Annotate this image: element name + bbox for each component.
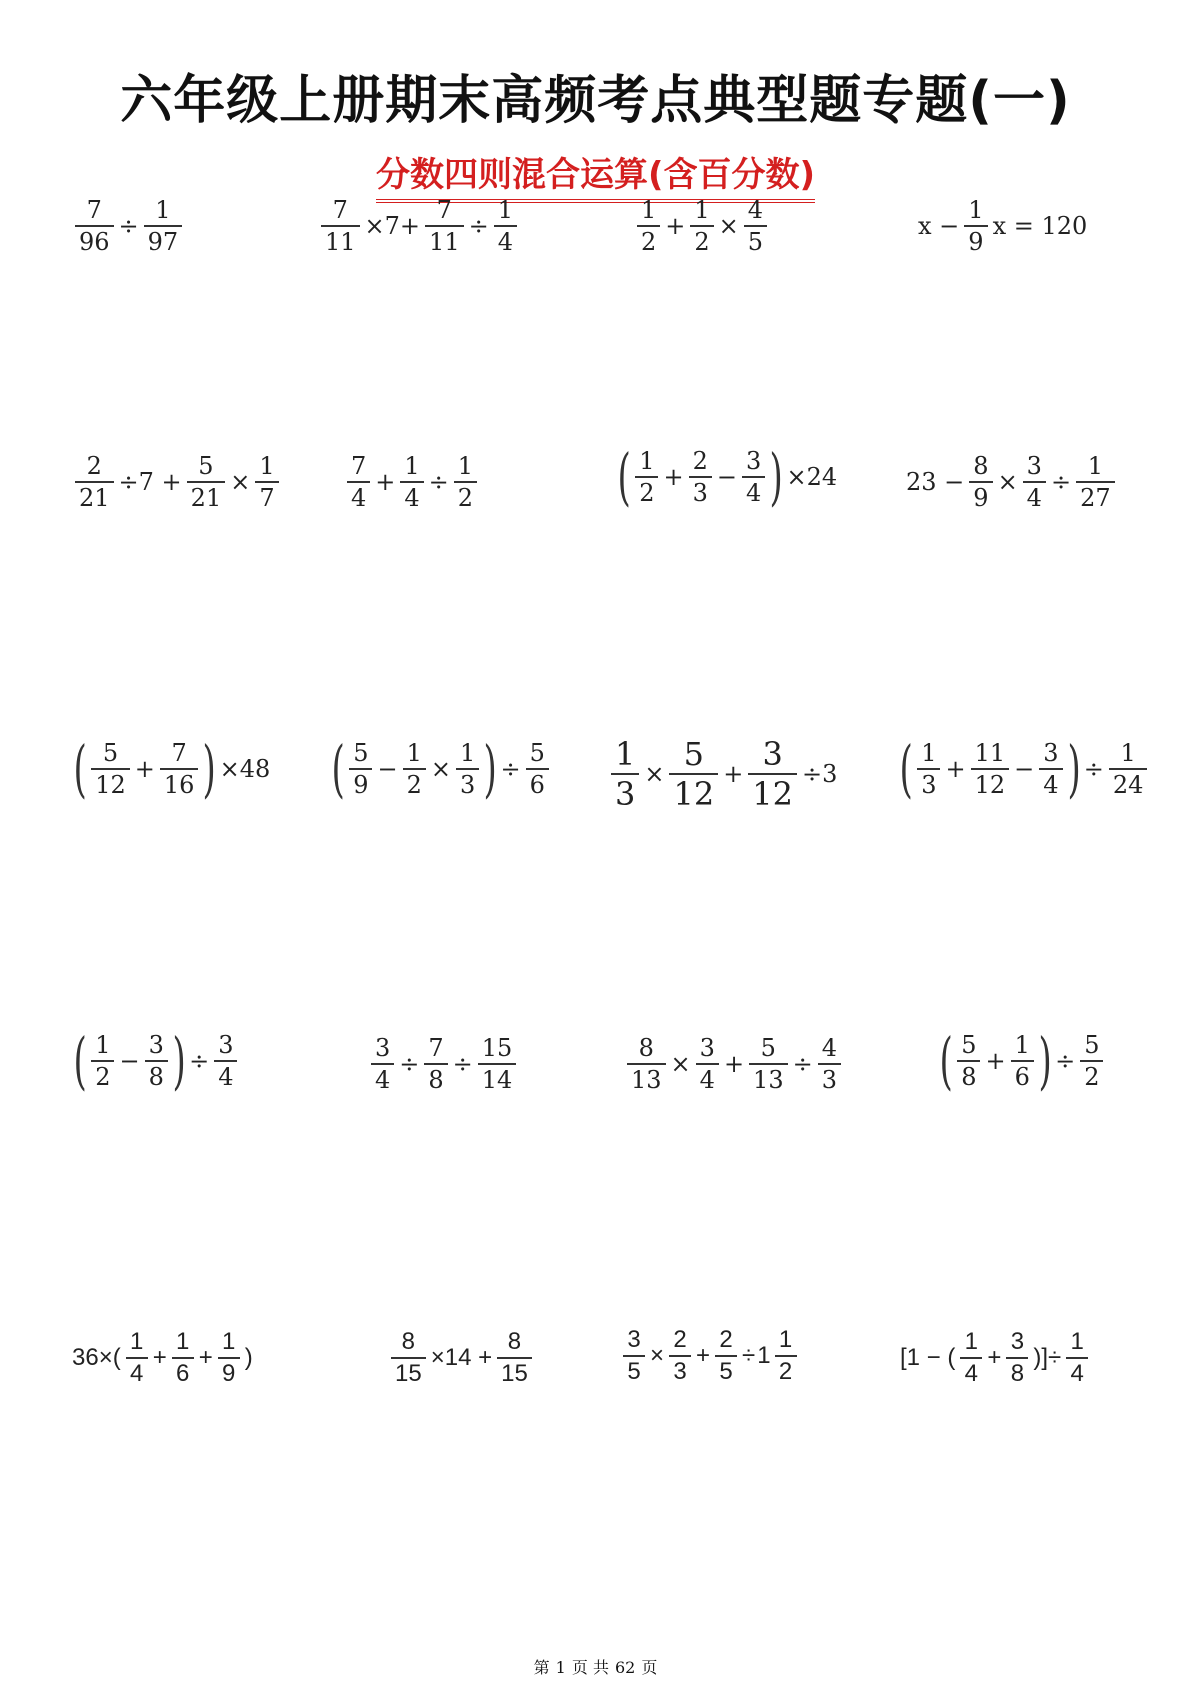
- fraction-denominator: 7: [255, 481, 278, 510]
- fraction-numerator: 3: [1026, 452, 1042, 480]
- fraction: [400, 454, 423, 510]
- fraction: [1023, 454, 1046, 510]
- fraction-numerator: 5: [529, 739, 545, 767]
- fraction: [1109, 741, 1148, 797]
- fraction-numerator: 2: [692, 447, 708, 475]
- mixed-number: [757, 1328, 799, 1384]
- fraction-denominator: 3: [818, 1063, 841, 1092]
- operator: ×14 +: [430, 1344, 493, 1371]
- fraction: [75, 198, 114, 254]
- footer-page-number: 1: [555, 1658, 566, 1677]
- fraction-numerator: 5: [198, 452, 214, 480]
- close-parenthesis: ): [769, 440, 784, 513]
- fraction-numerator: 2: [673, 1326, 687, 1353]
- fraction-numerator: 1: [921, 739, 937, 767]
- operator: ×: [230, 468, 251, 496]
- fraction: [526, 741, 549, 797]
- fraction: [917, 741, 940, 797]
- operator: +: [696, 1342, 711, 1369]
- fraction-denominator: 15: [391, 1357, 426, 1386]
- operator: +: [134, 755, 155, 783]
- fraction: [611, 735, 639, 813]
- fraction: [347, 454, 370, 510]
- fraction-numerator: 1: [497, 196, 513, 224]
- problem-10: [330, 732, 552, 805]
- fraction-numerator: 7: [332, 196, 348, 224]
- operator: x = 120: [992, 212, 1088, 240]
- fraction: [91, 741, 130, 797]
- fraction-denominator: 9: [218, 1357, 240, 1386]
- fraction-denominator: 6: [1011, 1060, 1034, 1089]
- close-parenthesis: ): [483, 732, 498, 805]
- fraction-numerator: 1: [1120, 739, 1136, 767]
- fraction-denominator: 2: [1080, 1060, 1103, 1089]
- fraction-numerator: 3: [375, 1034, 391, 1062]
- fraction: [1076, 454, 1115, 510]
- fraction-numerator: 7: [436, 196, 452, 224]
- fraction-numerator: 1: [641, 196, 657, 224]
- fraction-denominator: 6: [526, 768, 549, 797]
- operator: ÷: [1050, 468, 1072, 496]
- fraction-denominator: 3: [689, 476, 712, 505]
- fraction-numerator: 1: [968, 196, 984, 224]
- fraction-numerator: 8: [401, 1328, 416, 1355]
- fraction: [637, 198, 660, 254]
- mixed-whole: 1: [757, 1342, 771, 1369]
- operator: ÷: [428, 468, 449, 496]
- fraction: [497, 1330, 532, 1386]
- open-parenthesis: (: [331, 732, 345, 805]
- fraction: [1011, 1033, 1034, 1089]
- fraction: [1080, 1033, 1103, 1089]
- fraction: [144, 198, 183, 254]
- fraction-denominator: 96: [75, 225, 114, 254]
- operator: +: [198, 1344, 213, 1371]
- page-title: 六年级上册期末高频考点典型题专题(一): [120, 71, 1071, 131]
- fraction-numerator: 1: [459, 739, 476, 767]
- fraction-denominator: 2: [91, 1060, 114, 1089]
- fraction-numerator: 8: [507, 1328, 522, 1355]
- fraction-numerator: 1: [222, 1328, 236, 1355]
- fraction: [696, 1036, 719, 1092]
- fraction-numerator: 7: [428, 1034, 444, 1062]
- operator: −: [377, 755, 398, 783]
- problem-9: [72, 732, 272, 805]
- fraction-denominator: 8: [1006, 1357, 1028, 1386]
- fraction-numerator: 7: [171, 739, 187, 767]
- fraction: [91, 1033, 114, 1089]
- fraction-denominator: 14: [478, 1063, 517, 1092]
- fraction-denominator: 4: [696, 1063, 719, 1092]
- fraction-numerator: 1: [404, 452, 420, 480]
- fraction-numerator: 15: [481, 1034, 513, 1062]
- fraction-numerator: 1: [457, 452, 474, 480]
- fraction: [160, 741, 199, 797]
- operator: −: [1014, 755, 1035, 783]
- fraction-denominator: 4: [1023, 481, 1046, 510]
- open-parenthesis: (: [617, 440, 631, 513]
- fraction: [349, 741, 372, 797]
- fraction: [775, 1328, 797, 1384]
- fraction: [1006, 1330, 1028, 1386]
- fraction-numerator: 1: [639, 447, 655, 475]
- fraction-denominator: 2: [775, 1355, 797, 1384]
- fraction-denominator: 2: [635, 476, 658, 505]
- fraction: [964, 198, 987, 254]
- fraction: [187, 454, 226, 510]
- operator: ÷: [1083, 755, 1104, 783]
- operator: ×: [670, 1050, 691, 1078]
- operator: +: [663, 463, 684, 491]
- operator: ×: [644, 760, 665, 788]
- operator: ×7+: [364, 212, 421, 240]
- operator: −: [716, 463, 737, 491]
- fraction-numerator: 1: [130, 1328, 144, 1355]
- fraction-numerator: 1: [95, 1031, 111, 1059]
- fraction-denominator: 4: [1039, 768, 1062, 797]
- fraction-denominator: 4: [960, 1357, 982, 1386]
- problem-17: [70, 1330, 255, 1386]
- fraction-denominator: 24: [1109, 768, 1148, 797]
- problem-8: [904, 454, 1118, 510]
- fraction-numerator: 5: [683, 735, 704, 773]
- fraction-denominator: 5: [623, 1355, 645, 1384]
- operator: ÷: [792, 1050, 813, 1078]
- close-parenthesis: ): [1038, 1024, 1052, 1097]
- operator: ÷: [452, 1050, 473, 1078]
- operator: ×24: [786, 463, 838, 491]
- fraction: [744, 198, 767, 254]
- fraction-denominator: 15: [497, 1357, 532, 1386]
- fraction-denominator: 13: [749, 1063, 788, 1092]
- problem-16: [938, 1024, 1106, 1097]
- operator: ÷: [118, 212, 139, 240]
- fraction: [690, 198, 713, 254]
- fraction-denominator: 4: [347, 481, 370, 510]
- fraction-numerator: 1: [155, 196, 171, 224]
- operator: ×: [650, 1342, 665, 1369]
- fraction: [669, 1328, 691, 1384]
- operator: ÷: [500, 755, 521, 783]
- operator: +: [985, 1047, 1006, 1075]
- fraction: [126, 1330, 148, 1386]
- fraction-numerator: 1: [1070, 1328, 1084, 1355]
- problem-19: [620, 1328, 800, 1384]
- operator: ÷: [399, 1050, 420, 1078]
- fraction-denominator: 4: [494, 225, 517, 254]
- fraction: [635, 449, 658, 505]
- problem-13: [72, 1024, 240, 1097]
- fraction-numerator: 3: [627, 1326, 641, 1353]
- fraction-denominator: 8: [145, 1060, 168, 1089]
- fraction-denominator: 4: [214, 1060, 237, 1089]
- fraction-denominator: 9: [964, 225, 987, 254]
- fraction: [627, 1036, 666, 1092]
- fraction: [971, 741, 1010, 797]
- fraction-denominator: 9: [969, 481, 992, 510]
- problem-7: [616, 440, 839, 513]
- fraction: [1039, 741, 1062, 797]
- fraction-denominator: 21: [187, 481, 226, 510]
- fraction-denominator: 2: [403, 768, 426, 797]
- fraction-numerator: 3: [699, 1034, 715, 1062]
- operator: x −: [918, 212, 960, 240]
- fraction-denominator: 4: [742, 476, 765, 505]
- close-parenthesis: ): [202, 732, 217, 805]
- footer-after: 页: [641, 1658, 658, 1677]
- fraction: [424, 1036, 447, 1092]
- fraction-numerator: 3: [1010, 1328, 1025, 1355]
- problem-3: [634, 198, 770, 254]
- operator: ÷: [468, 212, 489, 240]
- fraction: [145, 1033, 168, 1089]
- fraction-denominator: 13: [627, 1063, 666, 1092]
- fraction-denominator: 12: [91, 768, 130, 797]
- operator: ÷: [742, 1342, 756, 1369]
- fraction-numerator: 7: [86, 196, 102, 224]
- fraction-numerator: 1: [964, 1328, 979, 1355]
- fraction: [957, 1033, 980, 1089]
- fraction-denominator: 8: [957, 1060, 980, 1089]
- fraction: [403, 741, 426, 797]
- operator: ÷: [189, 1047, 210, 1075]
- fraction-denominator: 11: [321, 225, 360, 254]
- fraction-numerator: 5: [353, 739, 369, 767]
- fraction-numerator: 1: [615, 735, 636, 773]
- problem-1: [72, 198, 185, 254]
- fraction: [960, 1330, 982, 1386]
- open-parenthesis: (: [939, 1024, 953, 1097]
- fraction-numerator: 1: [259, 452, 275, 480]
- operator: ×: [718, 212, 739, 240]
- fraction: [749, 1036, 788, 1092]
- fraction-denominator: 12: [971, 768, 1010, 797]
- fraction: [478, 1036, 517, 1092]
- fraction: [75, 454, 114, 510]
- close-parenthesis: ): [1066, 732, 1081, 805]
- fraction-denominator: 97: [144, 225, 183, 254]
- fraction: [742, 449, 765, 505]
- fraction-numerator: 2: [86, 452, 102, 480]
- fraction-denominator: 8: [424, 1063, 447, 1092]
- open-parenthesis: (: [73, 732, 87, 805]
- fraction-denominator: 3: [456, 768, 479, 797]
- footer-total-pages: 62: [614, 1658, 636, 1677]
- fraction-numerator: 1: [406, 739, 422, 767]
- operator: ÷: [1055, 1047, 1076, 1075]
- problem-14: [368, 1036, 519, 1092]
- fraction-numerator: 2: [719, 1326, 733, 1353]
- fraction-denominator: 27: [1076, 481, 1115, 510]
- operator: ×: [997, 468, 1018, 496]
- fraction-numerator: 1: [1087, 452, 1103, 480]
- fraction: [748, 735, 797, 813]
- fraction: [689, 449, 712, 505]
- operator: +: [723, 760, 744, 788]
- operator: +: [665, 212, 686, 240]
- fraction-numerator: 5: [760, 1034, 776, 1062]
- fraction-denominator: 2: [454, 481, 477, 510]
- fraction-numerator: 5: [1084, 1031, 1100, 1059]
- operator: ×: [430, 755, 451, 783]
- operator: +: [945, 755, 966, 783]
- fraction-denominator: 12: [748, 773, 797, 810]
- fraction: [321, 198, 360, 254]
- fraction: [494, 198, 517, 254]
- fraction-numerator: 3: [218, 1031, 234, 1059]
- fraction-denominator: 6: [172, 1357, 194, 1386]
- fraction-denominator: 3: [917, 768, 940, 797]
- fraction-numerator: 3: [762, 735, 783, 773]
- operator: ÷3: [802, 760, 838, 788]
- problem-20: [898, 1330, 1091, 1386]
- fraction-denominator: 5: [715, 1355, 737, 1384]
- fraction: [218, 1330, 240, 1386]
- fraction-denominator: 11: [425, 225, 464, 254]
- operator: +: [723, 1050, 745, 1078]
- fraction-denominator: 4: [126, 1357, 148, 1386]
- operator: 36×(: [72, 1344, 121, 1371]
- fraction: [818, 1036, 841, 1092]
- operator: +: [987, 1344, 1002, 1371]
- fraction: [623, 1328, 645, 1384]
- fraction-numerator: 1: [1014, 1031, 1030, 1059]
- problem-5: [72, 454, 282, 510]
- fraction-numerator: 7: [351, 452, 367, 480]
- operator: 23 −: [906, 468, 965, 496]
- fraction-numerator: 8: [638, 1034, 654, 1062]
- open-parenthesis: (: [899, 732, 913, 805]
- fraction: [456, 741, 479, 797]
- fraction-denominator: 9: [349, 768, 372, 797]
- operator: +: [375, 468, 396, 496]
- fraction-denominator: 4: [1066, 1357, 1088, 1386]
- fraction: [371, 1036, 394, 1092]
- fraction-denominator: 21: [75, 481, 114, 510]
- open-parenthesis: (: [73, 1024, 87, 1097]
- fraction-numerator: 11: [974, 739, 1006, 767]
- operator: )]÷: [1033, 1344, 1062, 1371]
- fraction-numerator: 5: [961, 1031, 977, 1059]
- fraction: [715, 1328, 737, 1384]
- fraction: [255, 454, 278, 510]
- operator: ×48: [219, 755, 271, 783]
- fraction: [391, 1330, 426, 1386]
- fraction-denominator: 16: [160, 768, 199, 797]
- operator: ): [244, 1344, 253, 1371]
- fraction: [454, 454, 477, 510]
- footer-before: 第: [533, 1658, 550, 1677]
- problem-11: [608, 735, 839, 813]
- fraction-denominator: 4: [371, 1063, 394, 1092]
- problem-12: [898, 732, 1150, 805]
- fraction-numerator: 1: [176, 1328, 190, 1355]
- fraction-denominator: 2: [690, 225, 713, 254]
- fraction-denominator: 12: [669, 773, 718, 810]
- fraction-numerator: 5: [102, 739, 119, 767]
- operator: −: [119, 1047, 140, 1075]
- fraction-denominator: 3: [611, 773, 639, 810]
- problem-15: [624, 1036, 844, 1092]
- fraction: [1066, 1330, 1088, 1386]
- subtitle-text: 分数四则混合运算(含百分数): [376, 147, 815, 203]
- footer-mid: 页 共: [571, 1658, 609, 1677]
- page-footer: [0, 1655, 1191, 1678]
- problem-6: [344, 454, 480, 510]
- fraction-numerator: 3: [745, 447, 762, 475]
- close-parenthesis: ): [172, 1024, 186, 1097]
- fraction: [669, 735, 718, 813]
- fraction-numerator: 3: [148, 1031, 164, 1059]
- fraction-numerator: 4: [821, 1034, 837, 1062]
- operator: +: [152, 1344, 167, 1371]
- fraction-denominator: 3: [669, 1355, 691, 1384]
- operator: ÷7 +: [118, 468, 182, 496]
- fraction-numerator: 3: [1043, 739, 1059, 767]
- problem-2: [318, 198, 520, 254]
- fraction: [214, 1033, 237, 1089]
- fraction-denominator: 5: [744, 225, 767, 254]
- operator: [1 − (: [900, 1344, 956, 1371]
- problem-4: [916, 198, 1089, 254]
- problem-18: [388, 1330, 535, 1386]
- fraction: [172, 1330, 194, 1386]
- fraction-numerator: 4: [747, 196, 764, 224]
- fraction-numerator: 1: [694, 196, 710, 224]
- fraction-denominator: 4: [400, 481, 423, 510]
- fraction-numerator: 8: [973, 452, 989, 480]
- fraction-numerator: 1: [778, 1326, 793, 1353]
- fraction: [969, 454, 992, 510]
- fraction: [425, 198, 464, 254]
- fraction-denominator: 2: [637, 225, 660, 254]
